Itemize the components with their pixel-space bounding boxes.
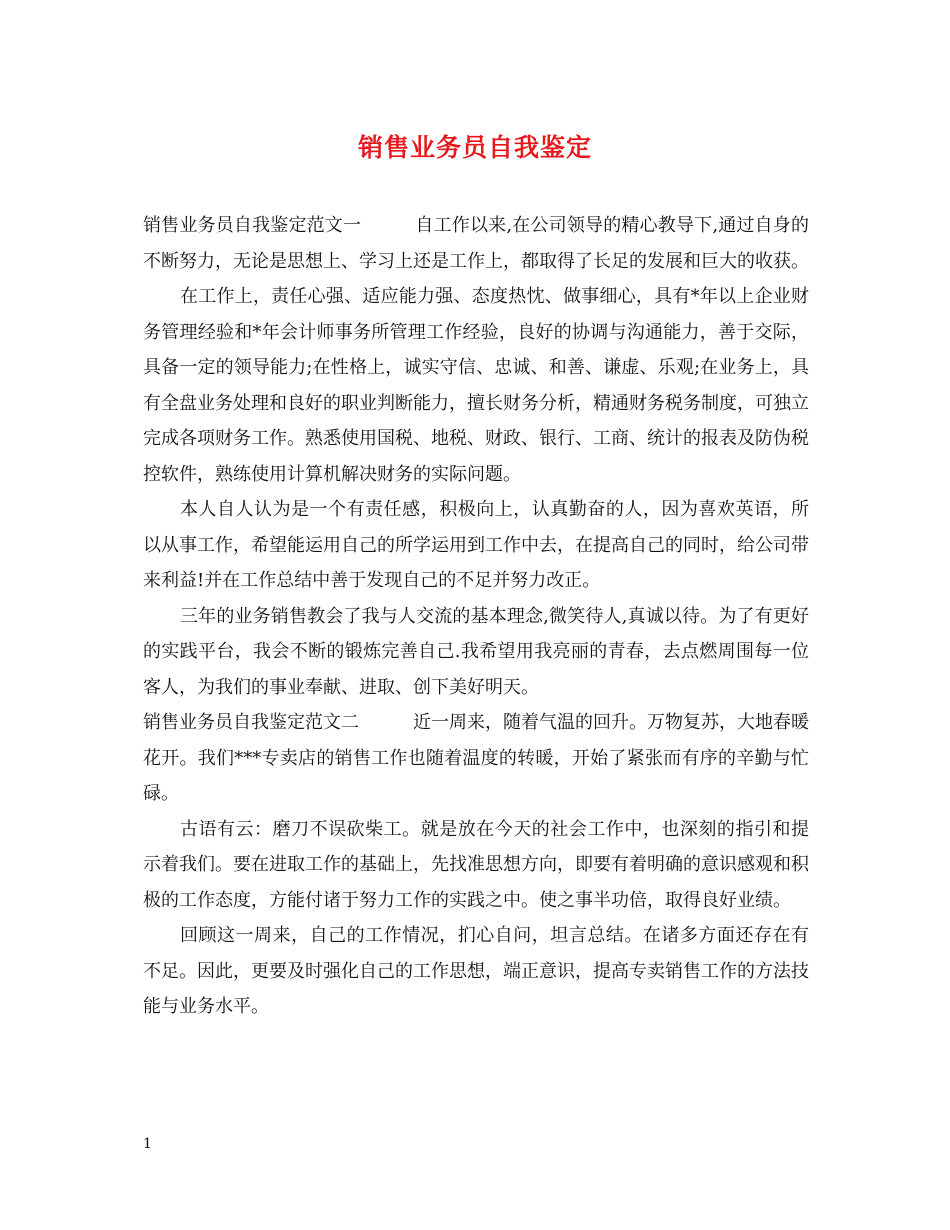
page-number: 1 xyxy=(143,1136,152,1152)
paragraph-work-skills: 在工作上，责任心强、适应能力强、态度热忱、做事细心，具有*年以上企业财务管理经验和*年会计师事务所管理工作经验，良好的协调与沟通能力，善于交际，具备一定的领导能力;在性格上，诚实守信、忠诚、和善、谦虚、乐观;在业务上，具有全盘业务处理和良好的职业判断能力，擅长财务分析，精通财务税务制度，可独立完成各项财务工作。熟悉使用国税、地税、财政、银行、工商、统计的报表及防伪税控软件，熟练使用计算机解决财务的实际问题。 xyxy=(143,286,810,485)
section-two-intro: 近一周来，随着气温的回升。万物复苏，大地春暖花开。我们***专卖店的销售工作也随着温度的转暖，开始了紧张而有序的辛勤与忙碌。 xyxy=(143,712,809,804)
paragraph-review: 回顾这一周来，自己的工作情况，扪心自问，坦言总结。在诸多方面还存在有不足。因此，更要及时强化自己的工作思想，端正意识，提高专卖销售工作的方法技能与业务水平。 xyxy=(143,925,809,1017)
paragraph-self-assessment: 本人自人认为是一个有责任感，积极向上，认真勤奋的人，因为喜欢英语，所以从事工作，希望能运用自己的所学运用到工作中去，在提高自己的同时，给公司带来利益!并在工作总结中善于发现自己的不足并努力改正。 xyxy=(143,499,809,591)
section-one-heading: 销售业务员自我鉴定范文一 xyxy=(143,215,362,236)
document-body xyxy=(143,208,809,1025)
section-one-intro: 自工作以来,在公司领导的精心教导下,通过自身的不断努力，无论是思想上、学习上还是工作上，都取得了长足的发展和巨大的收获。 xyxy=(143,215,809,272)
paragraph-proverb: 古语有云：磨刀不误砍柴工。就是放在今天的社会工作中，也深刻的指引和提示着我们。要在进取工作的基础上，先找准思想方向，即要有着明确的意识感观和积极的工作态度，方能付诸于努力工作的实践之中。使之事半功倍，取得良好业绩。 xyxy=(143,818,809,911)
section-two-heading: 销售业务员自我鉴定范文二 xyxy=(143,712,359,733)
section-two-paragraph xyxy=(143,705,809,812)
document-title: 销售业务员自我鉴定 xyxy=(357,133,592,162)
section-one-paragraph xyxy=(143,208,809,279)
paragraph-sales-experience: 三年的业务销售教会了我与人交流的基本理念,微笑待人,真诚以待。为了有更好的实践平台，我会不断的锻炼完善自己.我希望用我亮丽的青春，去点燃周围每一位客人，为我们的事业奉献、进取、创下美好明天。 xyxy=(143,605,809,698)
